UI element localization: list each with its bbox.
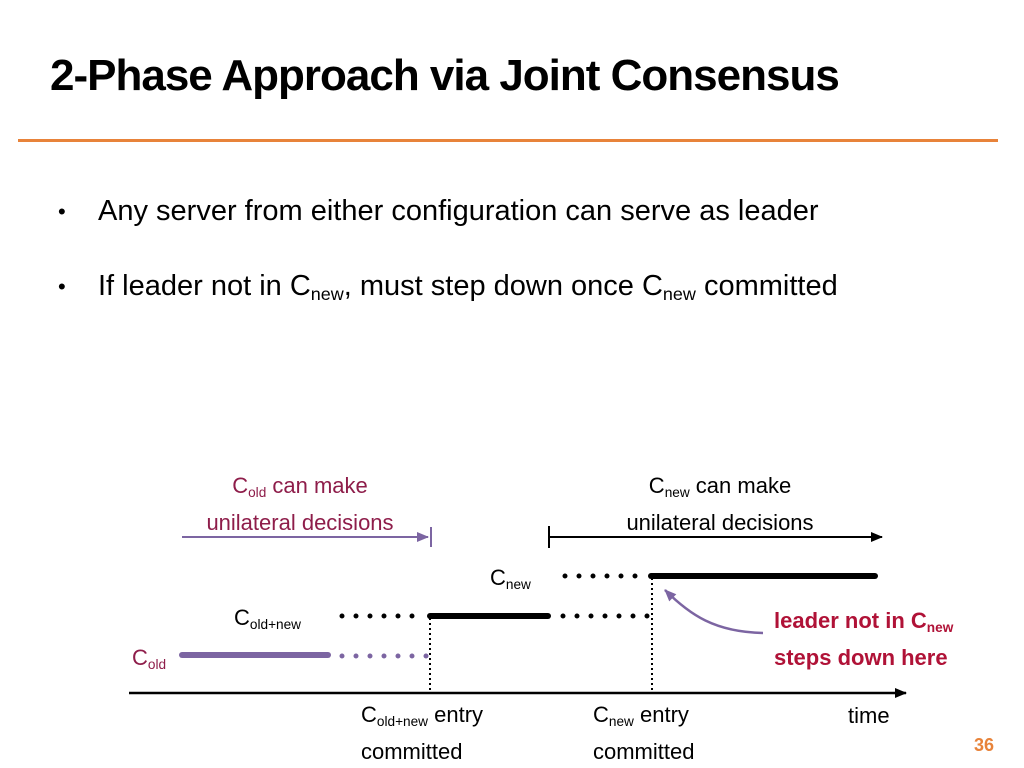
slide-title: 2-Phase Approach via Joint Consensus bbox=[50, 51, 839, 100]
cnew-label bbox=[490, 563, 531, 600]
step-down-arrow bbox=[665, 590, 763, 633]
cnew-entry-c: C bbox=[593, 702, 609, 727]
bullet-marker: • bbox=[58, 274, 66, 300]
cold-label-c: C bbox=[132, 645, 148, 670]
bullet-2-text-b: , must step down once C bbox=[343, 270, 663, 302]
bullet-1-text: Any server from either configuration can serve as leader bbox=[98, 195, 819, 227]
cold-label-sub: old bbox=[147, 656, 167, 672]
coldnew-entry-c: C bbox=[361, 702, 377, 727]
cold-caption-sub: old bbox=[248, 484, 267, 500]
coldnew-entry-rest: entry bbox=[428, 702, 484, 727]
coldnew-entry-label bbox=[361, 700, 483, 767]
annotation-line1: leader not in C bbox=[774, 608, 927, 633]
cold-decisions-caption bbox=[170, 471, 430, 538]
cold-caption-rest: can make bbox=[266, 473, 368, 498]
cnew-caption-line2: unilateral decisions bbox=[626, 509, 814, 535]
cnew-entry-label bbox=[593, 700, 694, 767]
step-down-annotation bbox=[774, 606, 953, 673]
coldnew-label-c: C bbox=[234, 605, 250, 630]
coldnew-entry-line2: committed bbox=[361, 738, 463, 764]
coldnew-label-sub: old+new bbox=[249, 616, 302, 632]
coldnew-entry-sub: old+new bbox=[376, 713, 429, 729]
bullet-2-text-c: committed bbox=[695, 270, 838, 302]
page-number: 36 bbox=[973, 735, 994, 755]
cold-caption-line2: unilateral decisions bbox=[206, 509, 394, 535]
cnew-label-c: C bbox=[490, 565, 506, 590]
bullet-2-text-a: If leader not in C bbox=[98, 270, 311, 302]
cold-label bbox=[132, 643, 166, 680]
annotation-sub: new bbox=[926, 619, 954, 635]
bullet-2-sub-a: new bbox=[310, 284, 344, 305]
cnew-entry-rest: entry bbox=[633, 702, 689, 727]
bullet-2-sub-b: new bbox=[662, 284, 696, 305]
cnew-label-sub: new bbox=[505, 576, 531, 592]
cnew-caption-rest: can make bbox=[689, 473, 792, 498]
cnew-caption-sub: new bbox=[664, 484, 690, 500]
cnew-entry-sub: new bbox=[608, 713, 634, 729]
cnew-decisions-caption bbox=[590, 471, 850, 538]
coldnew-label bbox=[234, 603, 301, 640]
cnew-caption-c: C bbox=[648, 473, 665, 498]
annotation-line2: steps down here bbox=[774, 644, 948, 670]
bullet-marker: • bbox=[58, 199, 66, 225]
cold-caption-c: C bbox=[232, 473, 249, 498]
time-label: time bbox=[848, 703, 890, 728]
cnew-entry-line2: committed bbox=[593, 738, 695, 764]
